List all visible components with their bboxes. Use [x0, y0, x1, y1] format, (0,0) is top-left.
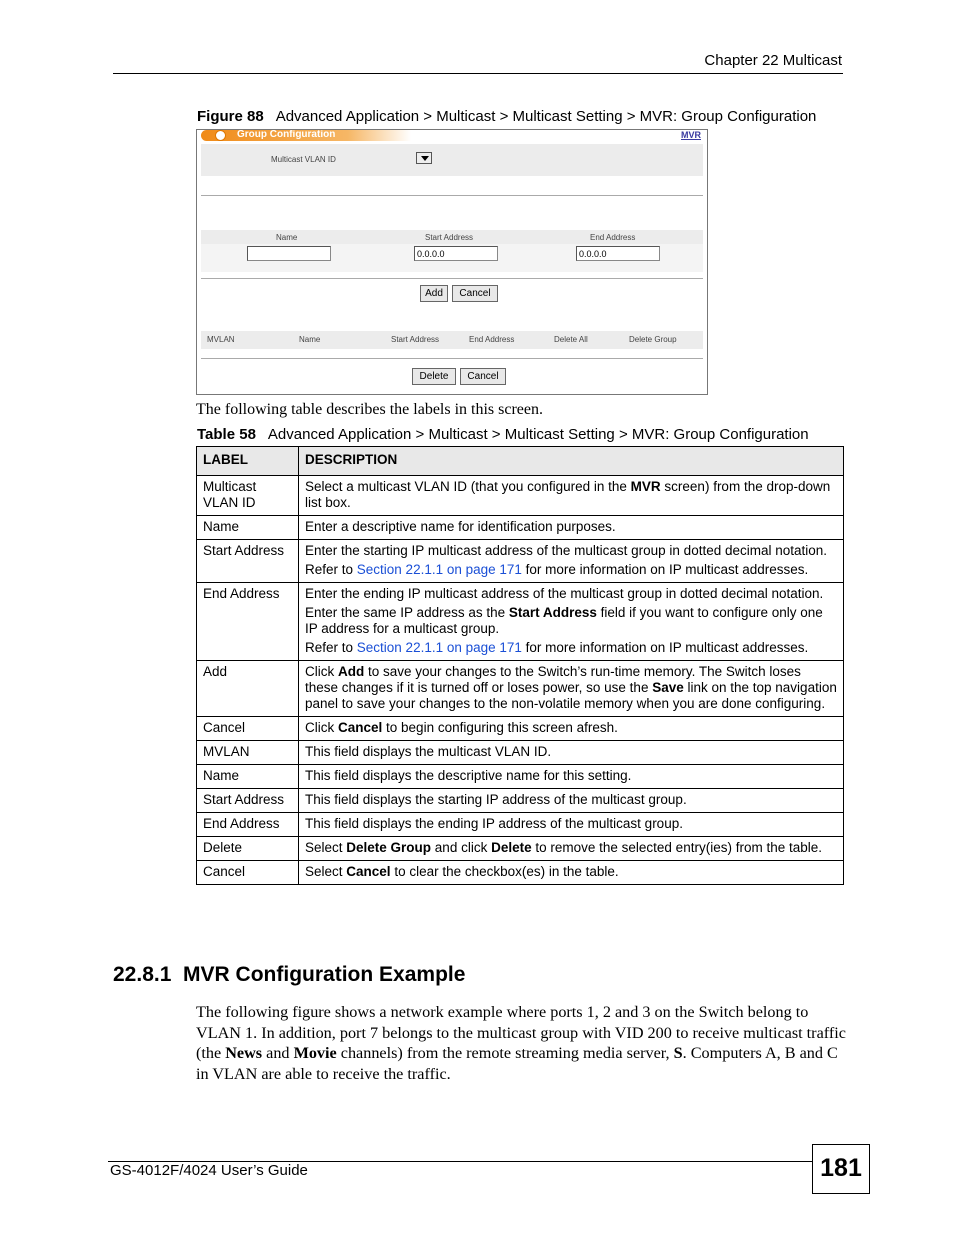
- row-label: End Address: [197, 583, 299, 661]
- col-name-label: Name: [276, 233, 298, 242]
- col-start-label: Start Address: [425, 233, 474, 242]
- table-header-row: [197, 447, 844, 476]
- row-description: Click Add to save your changes to the Switch’s run-time memory. The Switch loses these changes if it is turned off or loses power, so use the Save link on the top navigation panel to save your changes to the non-volatile memory when you are done configuring.: [299, 661, 844, 717]
- row-description: Click Cancel to begin configuring this screen afresh.: [299, 717, 844, 741]
- table-row: [197, 661, 844, 717]
- row-description: This field displays the ending IP address of the multicast group.: [299, 813, 844, 837]
- row-description: Select Cancel to clear the checkbox(es) in the table.: [299, 861, 844, 885]
- page-number: 181: [812, 1144, 870, 1194]
- row-label: End Address: [197, 813, 299, 837]
- table-row: [197, 837, 844, 861]
- row-description: Enter the ending IP multicast address of the multicast group in dotted decimal notation. Enter the same IP address as the Start Address field if you want to configure only one IP address for a multicast group. Refer to Section 22.1.1 on page 171 for more information on IP multicast addresses.: [299, 583, 844, 661]
- row-label: Delete: [197, 837, 299, 861]
- label-header: LABEL: [197, 447, 299, 476]
- row-description: This field displays the starting IP address of the multicast group.: [299, 789, 844, 813]
- cancel-button[interactable]: Cancel: [452, 285, 498, 302]
- row-description: Select a multicast VLAN ID (that you configured in the MVR screen) from the drop-down list box.: [299, 476, 844, 516]
- figure-label: Figure 88: [197, 108, 264, 125]
- row-label: Name: [197, 765, 299, 789]
- delete-button[interactable]: Delete: [412, 368, 456, 385]
- row-label: Cancel: [197, 717, 299, 741]
- row-label: Add: [197, 661, 299, 717]
- table-row: [197, 765, 844, 789]
- cancel-list-button[interactable]: Cancel: [460, 368, 506, 385]
- table-row: [197, 583, 844, 661]
- row-description: Select Delete Group and click Delete to remove the selected entry(ies) from the table.: [299, 837, 844, 861]
- table-row: [197, 813, 844, 837]
- row-description: Enter the starting IP multicast address of the multicast group in dotted decimal notation. Refer to Section 22.1.1 on page 171 for more information on IP multicast addresses.: [299, 540, 844, 583]
- group-configuration-screenshot: [196, 129, 708, 395]
- title-circle-icon: [215, 130, 226, 141]
- header-rule: [113, 73, 843, 74]
- screen-title-bar: [201, 130, 411, 141]
- mvr-link[interactable]: MVR: [681, 130, 701, 140]
- table-title: Advanced Application > Multicast > Multicast Setting > MVR: Group Configuration: [267, 426, 809, 443]
- list-col-end: End Address: [469, 335, 515, 344]
- separator: [201, 358, 703, 359]
- list-col-start: Start Address: [391, 335, 440, 344]
- list-col-delete-all: Delete All: [554, 335, 588, 344]
- add-button[interactable]: Add: [420, 285, 448, 302]
- list-col-name: Name: [299, 335, 321, 344]
- table-row: [197, 789, 844, 813]
- vlan-label: Multicast VLAN ID: [271, 155, 336, 164]
- footer-guide-title: GS-4012F/4024 User’s Guide: [110, 1162, 308, 1179]
- end-address-input[interactable]: [576, 246, 660, 261]
- list-col-mvlan: MVLAN: [207, 335, 235, 344]
- row-label: Cancel: [197, 861, 299, 885]
- row-label: Start Address: [197, 789, 299, 813]
- section-link[interactable]: Section 22.1.1 on page 171: [356, 640, 522, 655]
- section-heading: 22.8.1 MVR Configuration Example: [113, 963, 466, 986]
- list-header-band: [201, 331, 703, 349]
- table-row: [197, 741, 844, 765]
- row-label: MVLAN: [197, 741, 299, 765]
- screen-heading: Group Configuration: [237, 129, 336, 140]
- separator: [201, 278, 703, 279]
- row-description: Enter a descriptive name for identification purposes.: [299, 516, 844, 540]
- figure-title: Advanced Application > Multicast > Multicast Setting > MVR: Group Configuration: [275, 108, 817, 125]
- vlan-select[interactable]: [416, 152, 432, 164]
- chapter-header: Chapter 22 Multicast: [704, 52, 842, 69]
- row-label: Start Address: [197, 540, 299, 583]
- figure-caption: [197, 108, 816, 125]
- label-description-table: [196, 446, 844, 885]
- table-label: Table 58: [197, 426, 256, 443]
- section-link[interactable]: Section 22.1.1 on page 171: [356, 562, 522, 577]
- table-caption: [197, 426, 809, 443]
- separator: [201, 195, 703, 196]
- row-description: This field displays the multicast VLAN ID.: [299, 741, 844, 765]
- col-end-label: End Address: [590, 233, 636, 242]
- row-label: Name: [197, 516, 299, 540]
- table-row: [197, 516, 844, 540]
- description-header: DESCRIPTION: [299, 447, 844, 476]
- table-row: [197, 476, 844, 516]
- intro-text: The following table describes the labels in this screen.: [196, 401, 544, 418]
- row-description: This field displays the descriptive name for this setting.: [299, 765, 844, 789]
- table-row: [197, 717, 844, 741]
- table-row: [197, 861, 844, 885]
- row-label: Multicast VLAN ID: [197, 476, 299, 516]
- list-col-delete-group: Delete Group: [629, 335, 677, 344]
- start-address-input[interactable]: [414, 246, 498, 261]
- name-input[interactable]: [247, 246, 331, 261]
- table-row: [197, 540, 844, 583]
- section-paragraph: The following figure shows a network example where ports 1, 2 and 3 on the Switch belong to VLAN 1. In addition, port 7 belongs to the multicast group with VID 200 to receive multicast traffic (the News and Movie channels) from the remote streaming media server, S. Computers A, B and C in VLAN are able to receive the traffic.: [196, 1003, 846, 1083]
